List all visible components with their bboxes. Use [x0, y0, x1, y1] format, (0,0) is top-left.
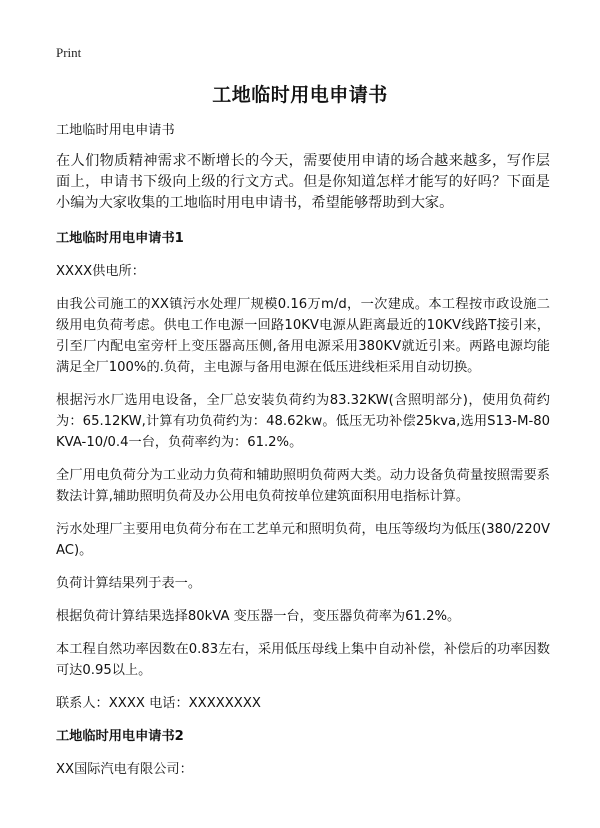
body-paragraph: 根据负荷计算结果选择80kVA 变压器一台，变压器负荷率为61.2%。 [56, 609, 461, 624]
body-paragraph: 全厂用电负荷分为工业动力负荷和辅助照明负荷两大类。动力设备负荷量按照需要系数法计算,辅助照明负荷及办公用电负荷按单位建筑面积用电指标计算。 [56, 468, 550, 504]
document-body [56, 120, 550, 792]
page-title: 工地临时用电申请书 [212, 84, 388, 106]
body-paragraph: 负荷计算结果列于表一。 [56, 576, 202, 591]
section-heading-2: 工地临时用电申请书2 [56, 729, 184, 744]
document-subtitle: 工地临时用电申请书 [56, 123, 175, 138]
print-link[interactable]: Print [56, 45, 82, 60]
body-paragraph: 污水处理厂主要用电负荷分布在工艺单元和照明负荷，电压等级均为低压(380/220VAC)。 [56, 522, 550, 558]
salutation-1: XXXX供电所： [56, 264, 145, 279]
section-heading-1: 工地临时用电申请书1 [56, 231, 184, 246]
body-paragraph: 根据污水厂选用电设备，全厂总安装负荷约为83.32KW(含照明部分)，使用负荷约为：65.12KW,计算有功负荷约为：48.62kw。低压无功补偿25kva,选用S13-M-80KVA-10/0.4一台，负荷率约为：61.2%。 [56, 393, 550, 450]
body-paragraph: 本工程自然功率因数在0.83左右，采用低压母线上集中自动补偿，补偿后的功率因数可达0.95以上。 [56, 642, 550, 678]
contact-line: 联系人：XXXX 电话：XXXXXXXX [56, 696, 261, 711]
intro-paragraph: 在人们物质精神需求不断增长的今天，需要使用申请的场合越来越多，写作层面上，申请书下级向上级的行文方式。但是你知道怎样才能写的好吗？下面是小编为大家收集的工地临时用电申请书，希望能够帮助到大家。 [56, 153, 550, 211]
body-paragraph: 由我公司施工的XX镇污水处理厂规模0.16万m/d，一次建成。本工程按市政设施二级用电负荷考虑。供电工作电源一回路10KV电源从距离最近的10KV线路T接引来，引至厂内配电室旁杆上变压器高压侧,备用电源采用380KV就近引来。两路电源均能满足全厂100%的.负荷，主电源与备用电源在低压进线柜采用自动切换。 [56, 297, 550, 375]
salutation-2: XX国际汽电有限公司： [56, 762, 193, 777]
